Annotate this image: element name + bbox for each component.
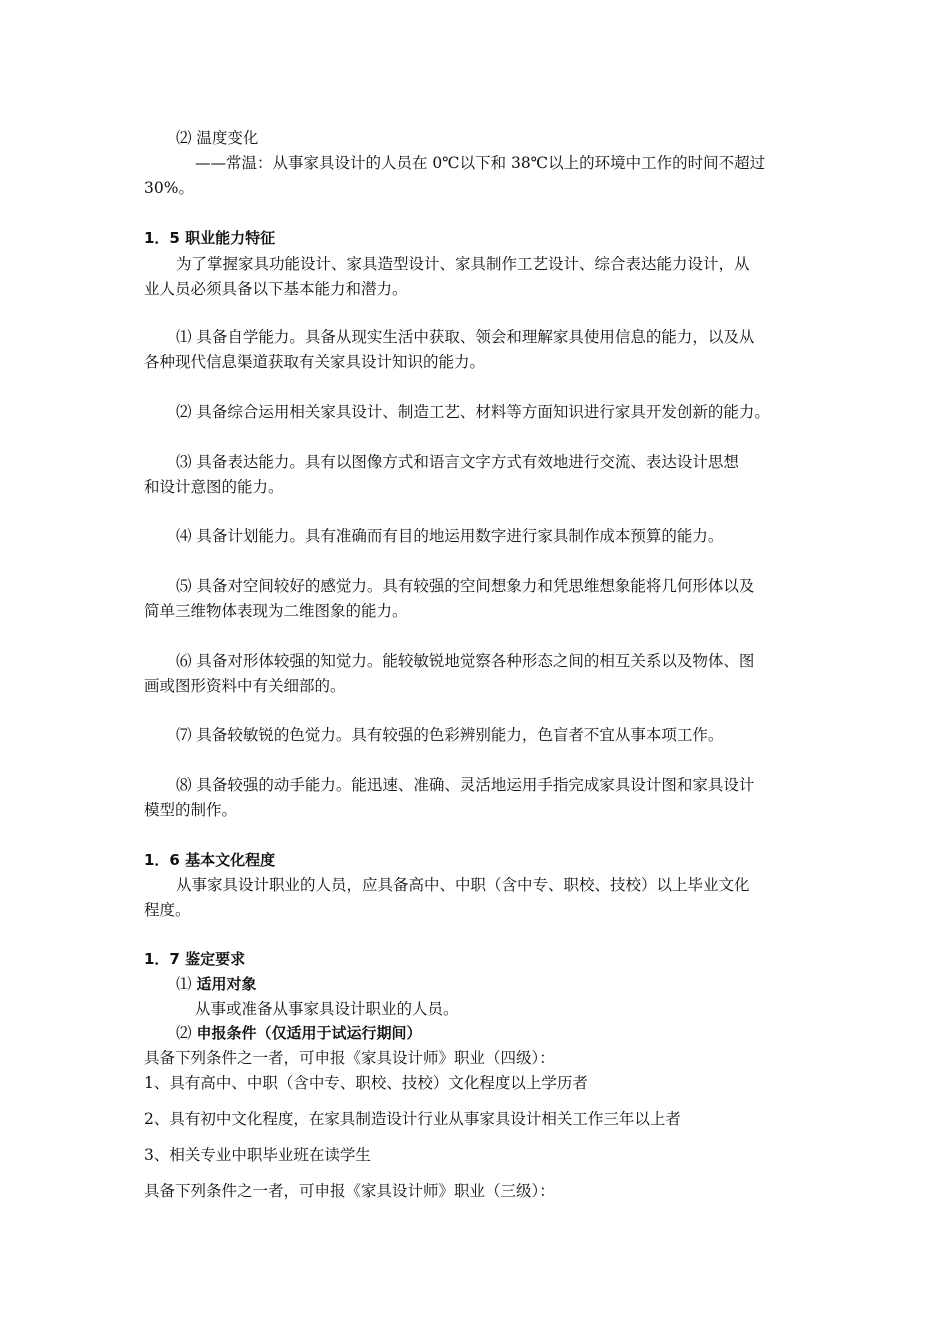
section-1-7-heading: 1．7 鉴定要求 — [144, 950, 246, 968]
ability-item-7-line-1: ⑺ 具备较敏锐的色觉力。具有较强的色彩辨别能力，色盲者不宜从事本项工作。 — [176, 726, 724, 744]
level-4-condition-1: 1、具有高中、中职（含中专、职校、技校）文化程度以上学历者 — [144, 1074, 588, 1092]
section-1-5-heading: 1．5 职业能力特征 — [144, 229, 276, 247]
application-conditions-label: 申报条件（仅适用于试运行期间） — [196, 1024, 422, 1042]
section-1-6-line-2: 程度。 — [144, 901, 191, 919]
ability-item-6-line-1: ⑹ 具备对形体较强的知觉力。能较敏锐地觉察各种形态之间的相互关系以及物体、图 — [176, 652, 755, 670]
ability-item-6-line-2: 画或图形资料中有关细部的。 — [144, 677, 346, 695]
section-1-5-intro-line-2: 业人员必须具备以下基本能力和潜力。 — [144, 280, 408, 298]
temperature-line-2: 30%。 — [144, 179, 194, 197]
ability-item-2-line-1: ⑵ 具备综合运用相关家具设计、制造工艺、材料等方面知识进行家具开发创新的能力。 — [176, 403, 770, 421]
ability-item-4-line-1: ⑷ 具备计划能力。具有准确而有目的地运用数字进行家具制作成本预算的能力。 — [176, 527, 724, 545]
ability-item-8-line-2: 模型的制作。 — [144, 801, 238, 819]
ability-item-5-line-2: 简单三维物体表现为二维图象的能力。 — [144, 602, 408, 620]
level-4-condition-3: 3、相关专业中职毕业班在读学生 — [144, 1146, 371, 1164]
level-4-condition-2: 2、具有初中文化程度，在家具制造设计行业从事家具设计相关工作三年以上者 — [144, 1110, 681, 1128]
ability-item-3-line-1: ⑶ 具备表达能力。具有以图像方式和语言文字方式有效地进行交流、表达设计思想 — [176, 453, 739, 471]
ability-item-5-line-1: ⑸ 具备对空间较好的感觉力。具有较强的空间想象力和凭思维想象能将几何形体以及 — [176, 577, 755, 595]
ability-item-1-line-2: 各种现代信息渠道获取有关家具设计知识的能力。 — [144, 353, 486, 371]
ability-item-1-line-1: ⑴ 具备自学能力。具备从现实生活中获取、领会和理解家具使用信息的能力，以及从 — [176, 328, 755, 346]
ability-item-8-line-1: ⑻ 具备较强的动手能力。能迅速、准确、灵活地运用手指完成家具设计图和家具设计 — [176, 776, 755, 794]
section-1-6-line-1: 从事家具设计职业的人员，应具备高中、中职（含中专、职校、技校）以上毕业文化 — [176, 876, 750, 894]
temperature-title: ⑵ 温度变化 — [176, 129, 259, 147]
section-1-6-heading: 1．6 基本文化程度 — [144, 851, 276, 869]
application-conditions-number: ⑵ — [176, 1024, 197, 1042]
level-3-conditions-intro: 具备下列条件之一者，可申报《家具设计师》职业（三级）： — [144, 1182, 555, 1200]
level-4-conditions-intro: 具备下列条件之一者，可申报《家具设计师》职业（四级）： — [144, 1049, 555, 1067]
applicable-objects-heading — [176, 974, 256, 994]
applicable-objects-label: 适用对象 — [196, 975, 257, 993]
temperature-line-1: ——常温：从事家具设计的人员在 0℃以下和 38℃以上的环境中工作的时间不超过 — [195, 154, 766, 172]
application-conditions-heading — [176, 1023, 421, 1043]
applicable-objects-number: ⑴ — [176, 975, 197, 993]
section-1-5-intro-line-1: 为了掌握家具功能设计、家具造型设计、家具制作工艺设计、综合表达能力设计，从 — [176, 255, 750, 273]
applicable-objects-text: 从事或准备从事家具设计职业的人员。 — [195, 1000, 459, 1018]
ability-item-3-line-2: 和设计意图的能力。 — [144, 478, 284, 496]
